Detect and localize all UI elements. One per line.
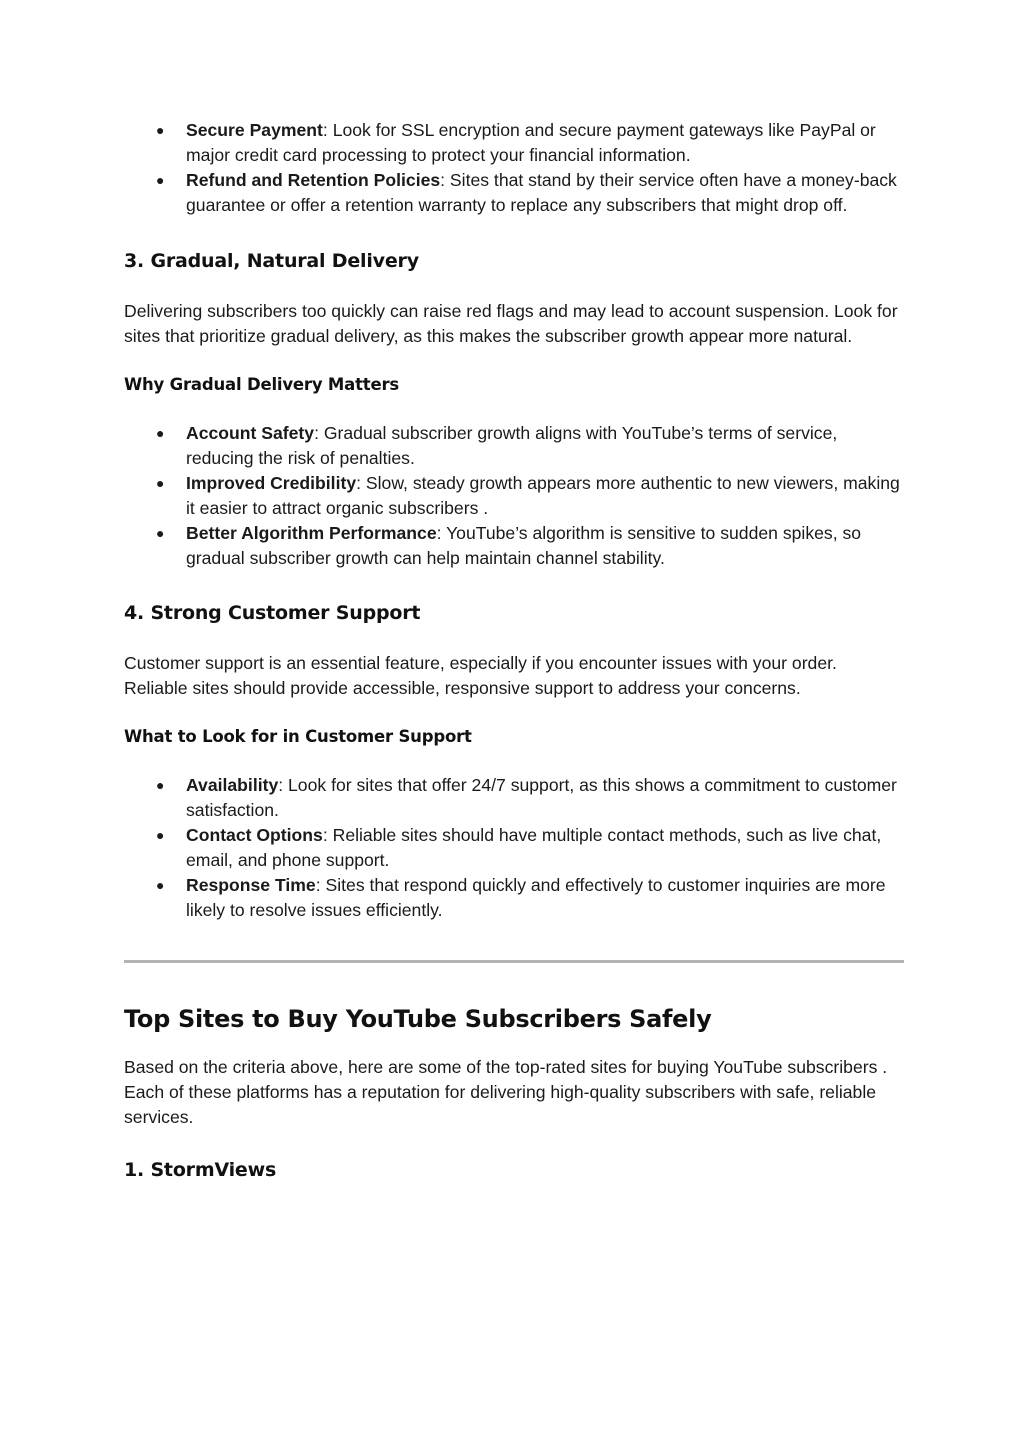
bullet-title: Improved Credibility	[186, 473, 357, 493]
bullet-title: Availability	[186, 775, 279, 795]
list-item	[124, 773, 904, 823]
bullet-text: : Gradual subscriber growth aligns with YouTube’s terms of service, reducing the risk of penalties.	[186, 423, 838, 468]
bullet-text: : YouTube’s algorithm is sensitive to sudden spikes, so gradual subscriber growth can help maintain channel stability.	[186, 523, 862, 568]
bullet-icon: ●	[156, 122, 165, 138]
bullet-text: : Sites that respond quickly and effectively to customer inquiries are more likely to resolve issues efficiently.	[186, 875, 886, 920]
bullet-title: Account Safety	[186, 423, 315, 443]
support-bullet-list	[124, 773, 904, 923]
bullet-title: Refund and Retention Policies	[186, 170, 441, 190]
list-item	[124, 823, 904, 873]
bullet-title: Better Algorithm Performance	[186, 523, 437, 543]
list-item	[124, 168, 904, 218]
list-item	[124, 118, 904, 168]
bullet-icon: ●	[156, 877, 165, 893]
list-item	[124, 521, 904, 571]
section-heading-top-sites: Top Sites to Buy YouTube Subscribers Safely	[124, 1005, 712, 1033]
bullet-text: : Slow, steady growth appears more authentic to new viewers, making it easier to attract organic subscribers .	[186, 473, 900, 518]
bullet-icon: ●	[156, 827, 165, 843]
section-paragraph: Customer support is an essential feature, especially if you encounter issues with your order. Reliable sites should provide accessible, responsive support to address your concerns.	[124, 653, 837, 698]
section-paragraph: Delivering subscribers too quickly can raise red flags and may lead to account suspension. Look for sites that prioritize gradual delivery, as this makes the subscriber growth appear more natural.	[124, 301, 898, 346]
section-paragraph: Based on the criteria above, here are some of the top-rated sites for buying YouTube subscribers . Each of these platforms has a reputation for delivering high-quality subscribers with safe, reliable services.	[124, 1057, 888, 1127]
bullet-icon: ●	[156, 525, 165, 541]
bullet-title: Response Time	[186, 875, 316, 895]
bullet-text: : Sites that stand by their service often have a money-back guarantee or offer a retention warranty to replace any subscribers that might drop off.	[186, 170, 897, 215]
list-item	[124, 421, 904, 471]
site-heading-stormviews: 1. StormViews	[124, 1159, 277, 1181]
horizontal-divider	[124, 960, 904, 963]
section-heading-customer-support: 4. Strong Customer Support	[124, 602, 421, 624]
document-page	[124, 118, 904, 1183]
bullet-icon: ●	[156, 475, 165, 491]
gradual-bullet-list	[124, 421, 904, 571]
intro-bullet-list	[124, 118, 904, 218]
list-item	[124, 471, 904, 521]
subheading-why-gradual: Why Gradual Delivery Matters	[124, 375, 400, 394]
bullet-icon: ●	[156, 172, 165, 188]
list-item	[124, 873, 904, 923]
section-heading-gradual-delivery: 3. Gradual, Natural Delivery	[124, 250, 419, 272]
bullet-text: : Look for SSL encryption and secure payment gateways like PayPal or major credit card processing to protect your financial information.	[186, 120, 876, 165]
bullet-title: Contact Options	[186, 825, 323, 845]
bullet-icon: ●	[156, 425, 165, 441]
bullet-text: : Reliable sites should have multiple contact methods, such as live chat, email, and phone support.	[186, 825, 882, 870]
bullet-title: Secure Payment	[186, 120, 323, 140]
bullet-text: : Look for sites that offer 24/7 support, as this shows a commitment to customer satisfaction.	[186, 775, 897, 820]
bullet-icon: ●	[156, 777, 165, 793]
subheading-what-to-look-for: What to Look for in Customer Support	[124, 727, 472, 746]
